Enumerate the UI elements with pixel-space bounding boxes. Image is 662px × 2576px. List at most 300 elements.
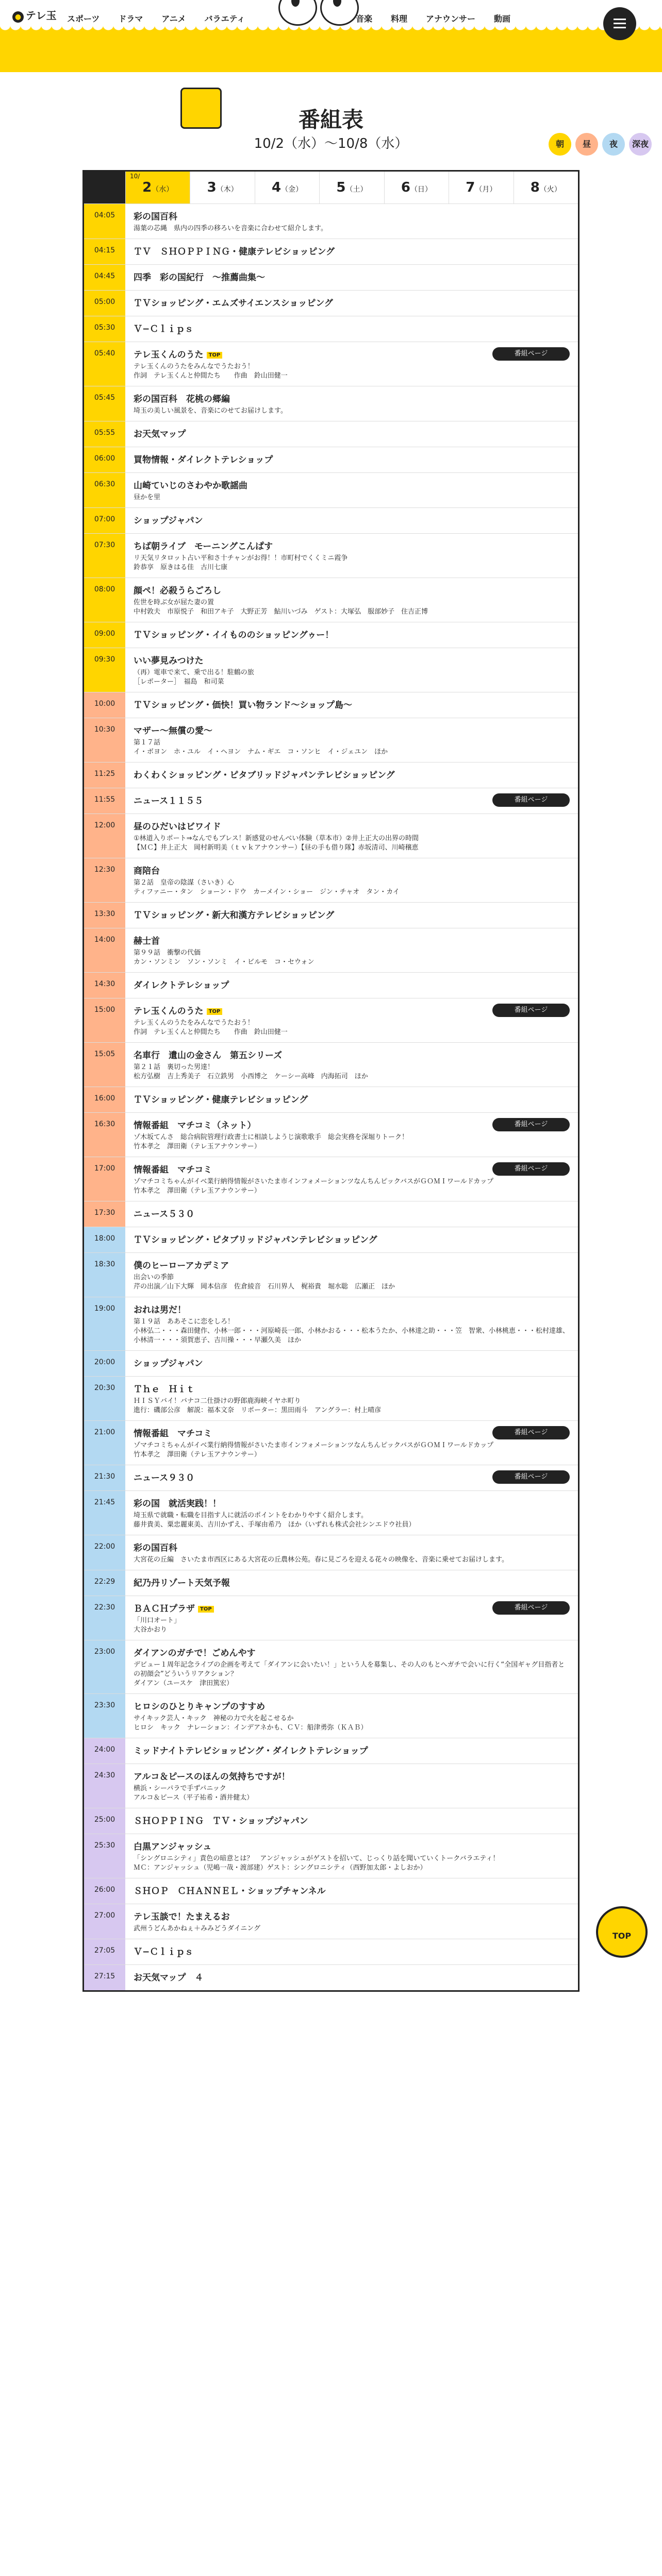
program-cell <box>125 1878 578 1904</box>
program-time: 05:00 <box>84 291 125 316</box>
program-name[interactable]: ＴＶショッピング・新大和漢方テレビショッピング <box>134 910 335 921</box>
program-time: 21:45 <box>84 1491 125 1535</box>
program-name[interactable]: お天気マップ ４ <box>134 1973 204 1983</box>
tab-weekday: （火） <box>539 185 561 194</box>
program-row[interactable] <box>84 1640 578 1693</box>
time-of-day-button[interactable]: 朝 <box>549 133 571 156</box>
program-name[interactable]: 買物情報・ダイレクトテレショップ <box>134 455 273 465</box>
program-cell <box>125 1570 578 1596</box>
program-badge: TOP <box>207 352 223 359</box>
back-to-top-button[interactable] <box>596 1906 648 1958</box>
program-name[interactable]: 情報番組 マチコミ（ネット） <box>134 1121 256 1131</box>
program-cell <box>125 973 578 998</box>
date-range: 10/2（水）〜10/8（水） <box>254 136 408 151</box>
program-row[interactable] <box>84 342 578 386</box>
program-time: 27:00 <box>84 1904 125 1939</box>
program-time: 04:05 <box>84 204 125 239</box>
program-desc: リ天気リタロット占い平和さ十チャンがお得！！市町村でくくミニ霞争 <box>134 554 348 562</box>
program-time: 22:30 <box>84 1596 125 1640</box>
program-name[interactable]: ちば朝ライブ モーニングこんぱす <box>134 541 273 552</box>
program-row[interactable] <box>84 1297 578 1350</box>
program-row[interactable] <box>84 507 578 533</box>
program-cell <box>125 998 578 1042</box>
program-row[interactable] <box>84 1808 578 1834</box>
program-cell <box>125 1253 578 1297</box>
program-time: 20:30 <box>84 1377 125 1420</box>
program-name[interactable]: 昼のひだいはビワイド <box>134 822 221 832</box>
program-time: 23:00 <box>84 1640 125 1693</box>
nav-anime[interactable]: アニメ <box>161 14 186 24</box>
program-row[interactable] <box>84 1252 578 1297</box>
program-row[interactable] <box>84 1596 578 1640</box>
program-name[interactable]: ＢＡＣＨプラザ TOP <box>134 1601 570 1614</box>
program-cell <box>125 1351 578 1376</box>
program-name[interactable]: 赫士首 <box>134 936 160 946</box>
program-row[interactable] <box>84 972 578 998</box>
program-desc: サイキック芸人・キック 神秘の力で火を起こせるか <box>134 1715 294 1722</box>
time-of-day-button[interactable]: 深夜 <box>629 133 652 156</box>
program-row[interactable] <box>84 316 578 342</box>
program-desc: 埼玉県で就職・転職を目指す人に就活のポイントをわかりやすく紹介します。 <box>134 1512 368 1519</box>
program-name[interactable]: Ｔｈｅ Ｈｉｔ <box>134 1384 195 1395</box>
program-name[interactable]: ミッドナイトテレビショッピング・ダイレクトテレショップ <box>134 1746 368 1756</box>
program-desc: アルコ＆ピース（平子祐希・酒井健太） <box>134 1794 254 1802</box>
program-time: 15:00 <box>84 998 125 1042</box>
program-row[interactable] <box>84 814 578 858</box>
program-row[interactable] <box>84 1227 578 1252</box>
program-desc: 「川口オート」 <box>134 1617 181 1624</box>
program-desc: 第２１話 裏切った男達！ <box>134 1063 214 1071</box>
program-desc: ＨＩＳＹバイ！バナコ二仕掛けの野郎鹿海峡イヤホ町り <box>134 1397 301 1405</box>
program-time: 04:15 <box>84 239 125 264</box>
program-desc: ヒロシ キック ナレーション：インデアネかも、ＣＶ：船津勇弥（ＫＡＢ） <box>134 1724 368 1732</box>
mascot-eye-left <box>278 0 317 26</box>
program-desc: 湯葉の芯縄 県内の四季の移ろいを音楽に合わせて紹介します。 <box>134 225 327 232</box>
program-name[interactable]: テレ玉くんのうた TOP <box>134 347 570 360</box>
tab-date: 6 <box>401 180 410 195</box>
program-name[interactable]: ＳＨＯＰＰＩＮＧ ＴＶ・ショップジャパン <box>134 1816 308 1826</box>
program-row[interactable] <box>84 1535 578 1570</box>
program-row[interactable] <box>84 447 578 472</box>
program-row[interactable] <box>84 762 578 788</box>
program-row[interactable] <box>84 204 578 239</box>
program-name[interactable]: 白黒アンジャッシュ <box>134 1842 212 1852</box>
program-row[interactable] <box>84 622 578 648</box>
page-title: 番組表 <box>298 107 363 132</box>
program-name[interactable]: 僕のヒーローアカデミア <box>134 1261 229 1271</box>
tab-date: 5 <box>336 180 346 195</box>
program-cell <box>125 1535 578 1570</box>
program-name[interactable]: マザー〜無償の愛〜 <box>134 726 212 736</box>
program-row[interactable] <box>84 264 578 290</box>
program-desc: 第１７話 <box>134 739 161 747</box>
nav-music[interactable]: 音楽 <box>356 14 373 24</box>
program-badge: TOP <box>207 1008 223 1015</box>
program-time: 10:00 <box>84 692 125 718</box>
program-time: 06:30 <box>84 473 125 507</box>
program-row[interactable] <box>84 1087 578 1112</box>
program-cell <box>125 718 578 762</box>
tab-day[interactable] <box>319 172 384 204</box>
program-row[interactable] <box>84 1939 578 1964</box>
program-page-button[interactable]: 番組ページ <box>492 1601 570 1615</box>
menu-icon[interactable] <box>603 7 636 40</box>
program-desc: 第９９話 衝撃の代価 <box>134 949 201 957</box>
program-row[interactable] <box>84 1420 578 1465</box>
program-row[interactable] <box>84 648 578 692</box>
program-name[interactable]: 顔ペ！必殺うらごろし <box>134 586 221 596</box>
program-cell <box>125 762 578 788</box>
program-desc: テレ玉くんのうたをみんなでうたおう！ <box>134 363 254 370</box>
program-cell <box>125 1965 578 1990</box>
program-desc: 進行：磯部公彦 解説：福本文奈 リポーター：黒田雨斗 アングラー：村上晴彦 <box>134 1406 382 1414</box>
tab-date: 3 <box>207 180 217 195</box>
program-desc: 松方弘樹 吉上秀美子 石立鉄男 小西博之 ケーシー高峰 内海拓司 ほか <box>134 1073 368 1080</box>
program-name[interactable]: 彩の国百科 花桃の郷編 <box>134 394 230 404</box>
program-name[interactable]: ＴＶショッピング・価快！買い物ランド〜ショップ島〜 <box>134 700 352 710</box>
program-name[interactable]: ダイアンのガチで！ごめんやす <box>134 1648 256 1658</box>
program-row[interactable] <box>84 1764 578 1808</box>
program-time: 22:00 <box>84 1535 125 1570</box>
program-row[interactable] <box>84 472 578 507</box>
program-name[interactable]: ＴＶショッピング・エムズサイエンスショッピング <box>134 298 333 309</box>
program-name[interactable]: Ｖ−Ｃｌｉｐｓ <box>134 324 194 334</box>
site-logo[interactable] <box>12 7 57 23</box>
program-time: 16:00 <box>84 1087 125 1112</box>
program-name[interactable]: テレ玉くんのうた TOP <box>134 1004 570 1016</box>
nav-announcer[interactable]: アナウンサー <box>426 14 476 24</box>
program-cell <box>125 1764 578 1808</box>
program-cell <box>125 508 578 533</box>
program-desc: 佐世を時ぶ女が屈た妻の置 <box>134 599 214 606</box>
tab-day[interactable] <box>384 172 449 204</box>
program-time: 09:30 <box>84 648 125 692</box>
tab-date: 2 <box>142 180 152 195</box>
program-cell <box>125 447 578 472</box>
program-name[interactable]: ＴＶショッピング・イイもののショッピングゥー！ <box>134 630 334 640</box>
program-time: 10:30 <box>84 718 125 762</box>
nav-cooking[interactable]: 料理 <box>391 14 408 24</box>
program-row[interactable] <box>84 998 578 1042</box>
program-name[interactable]: ニュース５３０ <box>134 1209 195 1219</box>
program-row[interactable] <box>84 1693 578 1738</box>
header-wave <box>0 25 662 35</box>
program-cell <box>125 578 578 622</box>
program-time: 14:30 <box>84 973 125 998</box>
nav-sports[interactable]: スポーツ <box>67 14 100 24</box>
program-cell <box>125 342 578 386</box>
tab-day[interactable] <box>449 172 513 204</box>
program-time: 27:05 <box>84 1939 125 1964</box>
program-name[interactable]: 商陪台 <box>134 866 160 876</box>
global-header <box>0 0 662 72</box>
program-desc: カン・ソンミン ソン・ソンミ イ・ビルモ コ・セウォン <box>134 958 315 966</box>
program-row[interactable] <box>84 788 578 814</box>
program-cell <box>125 204 578 239</box>
program-time: 09:00 <box>84 622 125 648</box>
program-row[interactable] <box>84 1904 578 1939</box>
tab-day[interactable] <box>514 172 578 204</box>
program-cell <box>125 1904 578 1939</box>
program-name[interactable]: ＴＶ ＳＨＯＰＰＩＮＧ・健康テレビショッピング <box>134 247 335 257</box>
mascot-eyes <box>278 0 359 26</box>
program-row[interactable] <box>84 290 578 316</box>
program-cell <box>125 1421 578 1465</box>
tab-month: 10/ <box>130 173 140 180</box>
program-page-button[interactable]: 番組ページ <box>492 1004 570 1017</box>
program-row[interactable] <box>84 1878 578 1904</box>
program-row[interactable] <box>84 718 578 762</box>
program-time: 20:00 <box>84 1351 125 1376</box>
time-of-day-jump <box>549 133 652 156</box>
program-page-button[interactable]: 番組ページ <box>492 1426 570 1439</box>
program-row[interactable] <box>84 386 578 421</box>
program-name[interactable]: 彩の国百科 <box>134 1543 177 1553</box>
program-desc: 小林弘二・・・森田健作、小林一郎・・・河原崎長一郎、小林かおる・・・松本うたか、小林達之助・・・笠 智衆、小林桃恵・・・松村達雄、小林清一・・・須賀恵子、吉川操・・・早瀬久美 ほか <box>134 1327 570 1344</box>
day-tabs <box>84 172 578 204</box>
program-cell <box>125 1227 578 1252</box>
program-cell <box>125 239 578 264</box>
program-name[interactable]: ダイレクトテレショップ <box>134 980 229 991</box>
program-desc: ゾ木坂てんさ 総合病院管理行政書士に相談しようじ演歌歌手 総会実務を深堀りトーク！ <box>134 1133 409 1141</box>
program-time: 06:00 <box>84 447 125 472</box>
program-page-button[interactable]: 番組ページ <box>492 1162 570 1176</box>
program-name[interactable]: ＴＶショッピング・健康テレビショッピング <box>134 1095 308 1105</box>
program-cell <box>125 291 578 316</box>
program-row[interactable] <box>84 858 578 902</box>
program-name[interactable]: 情報番組 マチコミ <box>134 1429 212 1439</box>
program-desc: ティファニー・タン ショーン・ドウ カーメイン・ショー ジン・チャオ タン・カイ <box>134 888 400 896</box>
tab-weekday: （土） <box>345 185 368 194</box>
program-cell <box>125 1157 578 1201</box>
program-cell <box>125 928 578 972</box>
nav-variety[interactable]: バラエティ <box>204 14 245 24</box>
program-desc: 竹本孝之 澤田衛（テレ玉アナウンサー） <box>134 1187 261 1195</box>
program-desc: イ・ボヨン ホ・ユル イ・ヘヨン ナム・ギエ コ・ソンヒ イ・ジェユン ほか <box>134 748 388 756</box>
program-time: 16:30 <box>84 1113 125 1157</box>
nav-video[interactable]: 動画 <box>494 14 511 24</box>
program-row[interactable] <box>84 1376 578 1420</box>
program-row[interactable] <box>84 1112 578 1157</box>
program-cell <box>125 265 578 290</box>
program-name[interactable]: ヒロシのひとりキャンプのすすめ <box>134 1702 266 1712</box>
program-desc: 昼かを里 <box>134 494 161 501</box>
program-name[interactable]: ショップジャパン <box>134 516 203 526</box>
program-name[interactable]: 彩の国百科 <box>134 212 177 222</box>
program-row[interactable] <box>84 1570 578 1596</box>
program-row[interactable] <box>84 1201 578 1227</box>
program-desc: 芹の出演／山下大輝 岡本信彦 佐倉綾音 石川界人 梶裕貴 堀水聡 広瀬正 ほか <box>134 1283 395 1291</box>
program-row[interactable] <box>84 902 578 928</box>
program-time: 21:30 <box>84 1465 125 1490</box>
program-time: 07:00 <box>84 508 125 533</box>
program-name[interactable]: 四季 彩の国紀行 〜推薦曲集〜 <box>134 273 265 283</box>
program-desc: ゾマチコミちゃんがイベ業行納得情報がさいたま市インフォメーションツなんちんピックバスがＧＯＭＩワールドカップ <box>134 1178 494 1185</box>
program-desc: 【ＭＣ】井上正大 岡村新明美（ｔｖｋアナウンサー）【昼の手も借り隊】赤坂清司、川崎穣恵 <box>134 844 419 852</box>
program-cell <box>125 1297 578 1350</box>
program-name[interactable]: 情報番組 マチコミ <box>134 1165 212 1175</box>
program-desc: ①林道入りポート⇒なんでもブレス！新感覚のせんべい体験（草本市）②井上正大の出界の時間 <box>134 835 419 842</box>
day-tabs-corner <box>84 172 125 204</box>
program-row[interactable] <box>84 1465 578 1490</box>
program-cell <box>125 1043 578 1087</box>
program-name[interactable]: おれは男だ！ <box>134 1305 186 1315</box>
program-name[interactable]: ＴＶショッピング・ピタブリッドジャパンテレビショッピング <box>134 1235 377 1245</box>
program-name[interactable]: 彩の国 就活実践！！ <box>134 1499 221 1509</box>
program-name[interactable]: ニュース９３０ <box>134 1473 195 1483</box>
program-desc: デビュー１周年記念ライブの企画を考えて「ダイアンに会いたい！」という人を募集し、その人のもとへガチで会いに行く“全国ギャグ目指者との初顔会”どういうリアクション？ <box>134 1661 565 1678</box>
program-cell <box>125 1113 578 1157</box>
tab-date: 4 <box>272 180 282 195</box>
time-of-day-button[interactable]: 昼 <box>575 133 598 156</box>
page-header <box>0 72 662 175</box>
program-row[interactable] <box>84 1738 578 1764</box>
program-cell <box>125 421 578 447</box>
program-cell <box>125 1834 578 1878</box>
program-cell <box>125 1491 578 1535</box>
program-desc: ＭＣ：アンジャッシュ（児嶋一哉・渡部建）ゲスト：シングロニシティ（西野加太郎・よしおか） <box>134 1864 427 1872</box>
program-cell <box>125 1087 578 1112</box>
program-cell <box>125 1201 578 1227</box>
program-page-button[interactable]: 番組ページ <box>492 793 570 807</box>
program-row[interactable] <box>84 1964 578 1990</box>
tab-day[interactable] <box>255 172 319 204</box>
program-desc: 藤井貴美、粟忠麗東美、吉川かずえ、手塚由希乃 ほか（いずれも株式会社シンエドウ社員） <box>134 1521 416 1529</box>
program-name[interactable]: ＳＨＯＰ ＣＨＡＮＮＥＬ・ショップチャンネル <box>134 1886 326 1896</box>
program-time: 08:00 <box>84 578 125 622</box>
program-name[interactable]: アルコ＆ピースのほんの気持ちですが！ <box>134 1772 290 1782</box>
tab-date: 8 <box>530 180 540 195</box>
program-time: 23:30 <box>84 1694 125 1738</box>
program-cell <box>125 1694 578 1738</box>
program-time: 05:40 <box>84 342 125 386</box>
program-name[interactable]: わくわくショッピング・ピタブリッドジャパンテレビショッピング <box>134 770 395 781</box>
program-badge: TOP <box>198 1606 214 1613</box>
tab-date: 7 <box>466 180 475 195</box>
tab-day[interactable] <box>125 172 190 204</box>
program-name[interactable]: お天気マップ <box>134 429 186 439</box>
program-cell <box>125 814 578 858</box>
program-time: 05:55 <box>84 421 125 447</box>
program-name[interactable]: いい夢見みつけた <box>134 656 204 666</box>
program-cell <box>125 386 578 421</box>
program-row[interactable] <box>84 1834 578 1878</box>
program-desc: テレ玉くんのうたをみんなでうたおう！ <box>134 1019 254 1027</box>
program-time: 25:00 <box>84 1808 125 1834</box>
program-cell <box>125 316 578 342</box>
program-cell <box>125 473 578 507</box>
program-time: 11:25 <box>84 762 125 788</box>
program-time: 25:30 <box>84 1834 125 1878</box>
tab-day[interactable] <box>190 172 254 204</box>
program-time: 07:30 <box>84 534 125 578</box>
program-name[interactable]: 名車行 遺山の金さん 第五シリーズ <box>134 1050 283 1061</box>
program-time: 18:30 <box>84 1253 125 1297</box>
program-row[interactable] <box>84 928 578 972</box>
program-desc: ゾマチコミちゃんがイベ業行納得情報がさいたま市インフォメーションツなんちんピックバスがＧＯＭＩワールドカップ <box>134 1442 494 1449</box>
program-name[interactable]: Ｖ−Ｃｌｉｐｓ <box>134 1947 194 1957</box>
program-time: 11:55 <box>84 788 125 814</box>
program-name[interactable]: ショップジャパン <box>134 1359 203 1369</box>
program-time: 05:45 <box>84 386 125 421</box>
program-row[interactable] <box>84 692 578 718</box>
program-name[interactable]: 山崎ていじのさわやか歌謡曲 <box>134 481 247 491</box>
program-desc: 中村敦夫 市原悦子 和田アキ子 大野正芳 鮎川いづみ ゲスト：大塚弘 服部妙子 住吉正博 <box>134 608 428 616</box>
program-desc: 竹本孝之 澤田衛（テレ玉アナウンサー） <box>134 1451 261 1459</box>
program-desc: 作詞 テレ玉くんと仲間たち 作曲 鈴山田健一 <box>134 372 288 380</box>
program-row[interactable] <box>84 1157 578 1201</box>
program-cell <box>125 1939 578 1964</box>
program-desc: 鈴恭享 原きはる佳 古川七康 <box>134 564 228 571</box>
program-cell <box>125 1738 578 1764</box>
program-cell <box>125 1465 578 1490</box>
program-time: 19:00 <box>84 1297 125 1350</box>
program-desc: 大宮花の丘編 さいたま市西区にある大宮花の丘農林公苑。春に見ごろを迎える花々の映像を、音楽に乗せてお届けします。 <box>134 1556 508 1564</box>
global-nav-right <box>356 12 510 24</box>
program-page-button[interactable]: 番組ページ <box>492 1118 570 1131</box>
program-desc: 横浜・シーパラで手ずパニック <box>134 1785 226 1792</box>
tab-weekday: （日） <box>410 185 432 194</box>
program-desc: 出会いの季節 <box>134 1274 174 1281</box>
program-desc: 大谷かおり <box>134 1626 168 1634</box>
program-name[interactable]: テレ玉談で！たまえるお <box>134 1912 230 1922</box>
program-name[interactable]: ニュース１１５５ <box>134 796 204 806</box>
tab-weekday: （金） <box>281 185 303 194</box>
program-page-button[interactable]: 番組ページ <box>492 1470 570 1484</box>
program-row[interactable] <box>84 578 578 622</box>
program-row[interactable] <box>84 239 578 264</box>
program-time: 04:45 <box>84 265 125 290</box>
program-time: 26:00 <box>84 1878 125 1904</box>
program-time: 27:15 <box>84 1965 125 1990</box>
program-desc: 埼玉の美しい風景を、音楽にのせてお届けします。 <box>134 407 287 415</box>
time-of-day-button[interactable]: 夜 <box>602 133 625 156</box>
program-page-button[interactable]: 番組ページ <box>492 347 570 361</box>
program-desc: （再）電車で来て、乗で出る！駐鶴の旅 <box>134 669 254 676</box>
program-cell <box>125 788 578 814</box>
program-desc: 「シングロニシティ」責色の暗意とは？ アンジャッシュがゲストを招いて、じっくり話を聞いていくトークバラエティ！ <box>134 1855 500 1862</box>
mascot-eye-right <box>320 0 359 26</box>
program-time: 14:00 <box>84 928 125 972</box>
program-grid <box>82 170 580 1992</box>
program-name[interactable]: 紀乃丹リゾート天気予報 <box>134 1578 230 1588</box>
program-desc: ダイアン（ユースケ 津田篤宏） <box>134 1680 234 1687</box>
program-cell <box>125 1640 578 1693</box>
program-desc: ［レポーター］ 福島 和司菜 <box>134 678 224 686</box>
program-time: 17:00 <box>84 1157 125 1201</box>
logo-icon: ● <box>12 11 24 23</box>
program-desc: 作詞 テレ玉くんと仲間たち 作曲 鈴山田健一 <box>134 1028 288 1036</box>
program-cell <box>125 648 578 692</box>
program-row[interactable] <box>84 1490 578 1535</box>
program-cell <box>125 1377 578 1420</box>
program-desc: 竹本孝之 澤田衛（テレ玉アナウンサー） <box>134 1143 261 1150</box>
global-nav-left <box>67 12 245 24</box>
back-to-top-label: TOP <box>612 1931 632 1941</box>
program-row[interactable] <box>84 1350 578 1376</box>
program-time: 15:05 <box>84 1043 125 1087</box>
tab-weekday: （木） <box>216 185 238 194</box>
tab-weekday: （水） <box>152 185 174 194</box>
program-desc: 第１９話 ああそこに恋をしろ！ <box>134 1318 235 1326</box>
program-row[interactable] <box>84 421 578 447</box>
program-cell <box>125 622 578 648</box>
program-row[interactable] <box>84 1042 578 1087</box>
nav-drama[interactable]: ドラマ <box>118 14 143 24</box>
program-row[interactable] <box>84 533 578 578</box>
tab-weekday: （月） <box>475 185 497 194</box>
logo-text: テレ玉 <box>26 9 57 22</box>
